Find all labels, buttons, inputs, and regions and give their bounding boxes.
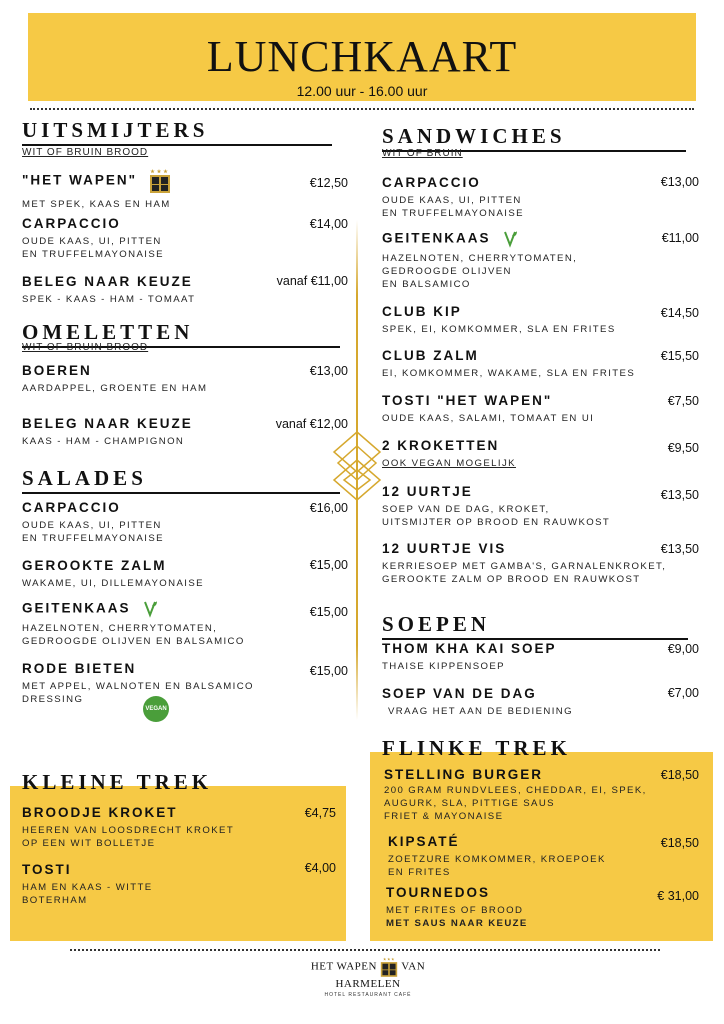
header-banner bbox=[28, 13, 696, 101]
item-name: BOEREN bbox=[22, 363, 92, 378]
item-price: €7,50 bbox=[667, 394, 699, 408]
item-price: €9,00 bbox=[667, 642, 699, 656]
menu-item bbox=[22, 661, 254, 706]
item-price: €9,50 bbox=[667, 441, 699, 455]
menu-item bbox=[22, 805, 234, 850]
item-description: OUDE KAAS, SALAMI, TOMAAT EN UI bbox=[382, 413, 595, 424]
menu-item bbox=[22, 558, 204, 590]
menu-item bbox=[382, 484, 610, 529]
section-sub-omeletten: WIT OF BRUIN BROOD bbox=[22, 342, 149, 353]
section-title-sandwiches: SANDWICHES bbox=[382, 124, 686, 152]
item-description: SPEK - KAAS - HAM - TOMAAT bbox=[22, 294, 196, 305]
menu-item bbox=[22, 600, 245, 648]
item-name: STELLING BURGER bbox=[384, 767, 544, 782]
item-name: CARPACCIO bbox=[22, 500, 121, 515]
menu-item bbox=[388, 834, 606, 879]
menu-item bbox=[382, 686, 573, 718]
item-description: SOEP VAN DE DAG, KROKET, UITSMIJTER OP BROOD EN RAUWKOST bbox=[382, 504, 611, 528]
item-name: THOM KHA KAI SOEP bbox=[382, 641, 557, 656]
item-description: MET FRITES OF BROOD bbox=[386, 905, 524, 916]
item-description: HAM EN KAAS - WITTE BOTERHAM bbox=[22, 882, 153, 906]
menu-item bbox=[384, 767, 647, 823]
section-title-omeletten: OMELETTEN bbox=[22, 320, 340, 348]
item-price: €11,00 bbox=[661, 231, 699, 245]
item-description-sauce: MET SAUS NAAR KEUZE bbox=[386, 918, 528, 929]
item-name: BROODJE KROKET bbox=[22, 805, 178, 820]
item-name: TOURNEDOS bbox=[386, 885, 491, 900]
item-description: KERRIESOEP MET GAMBA'S, GARNALENKROKET, GEROOKTE ZALM OP BROOD EN RAUWKOST bbox=[382, 561, 667, 585]
item-name: BELEG NAAR KEUZE bbox=[22, 274, 193, 289]
item-name: GEITENKAAS bbox=[382, 230, 491, 246]
item-price: vanaf €12,00 bbox=[275, 417, 348, 431]
item-price: €15,00 bbox=[309, 605, 348, 619]
item-price: €13,00 bbox=[660, 175, 699, 189]
item-name: CARPACCIO bbox=[22, 216, 121, 231]
menu-item bbox=[22, 216, 164, 261]
item-description: AARDAPPEL, GROENTE EN HAM bbox=[22, 383, 208, 394]
bottom-divider bbox=[70, 949, 660, 951]
menu-item bbox=[382, 541, 666, 586]
item-description: OUDE KAAS, UI, PITTEN EN TRUFFELMAYONAISE bbox=[382, 195, 524, 219]
menu-item bbox=[382, 438, 516, 470]
item-name: "HET WAPEN" bbox=[22, 172, 138, 188]
item-price: €13,50 bbox=[660, 488, 699, 502]
item-price: €13,00 bbox=[309, 364, 348, 378]
item-name: CLUB KIP bbox=[382, 304, 462, 319]
section-title-salades: SALADES bbox=[22, 466, 340, 494]
item-name: GEROOKTE ZALM bbox=[22, 558, 167, 573]
hotel-logo-icon bbox=[380, 956, 398, 978]
item-price: € 31,00 bbox=[657, 889, 699, 903]
item-name: KIPSATÉ bbox=[388, 834, 460, 849]
item-price: €14,00 bbox=[309, 217, 348, 231]
item-description: HAZELNOTEN, CHERRYTOMATEN, GEDROOGDE OLIJVEN EN BALSAMICO bbox=[382, 253, 578, 290]
menu-item bbox=[22, 500, 164, 545]
item-price: €14,50 bbox=[660, 306, 699, 320]
menu-item bbox=[22, 274, 195, 306]
item-name: 12 UURTJE bbox=[382, 484, 473, 499]
item-description: VRAAG HET AAN DE BEDIENING bbox=[388, 706, 573, 717]
footer-name-left: HET WAPEN bbox=[310, 960, 377, 973]
item-description: OUDE KAAS, UI, PITTEN EN TRUFFELMAYONAISE bbox=[22, 520, 164, 544]
menu-item bbox=[382, 393, 594, 425]
item-price: €15,00 bbox=[309, 664, 348, 678]
footer-logo bbox=[288, 956, 448, 998]
item-description: EI, KOMKOMMER, WAKAME, SLA EN FRITES bbox=[382, 368, 636, 379]
menu-item bbox=[22, 416, 193, 448]
item-description: SPEK, EI, KOMKOMMER, SLA EN FRITES bbox=[382, 324, 616, 335]
item-description: OUDE KAAS, UI, PITTEN EN TRUFFELMAYONAISE bbox=[22, 236, 164, 260]
svg-text:★★★: ★★★ bbox=[150, 169, 170, 175]
item-price: €18,50 bbox=[660, 768, 699, 782]
menu-item bbox=[22, 862, 153, 907]
item-name: BELEG NAAR KEUZE bbox=[22, 416, 193, 431]
item-price: vanaf €11,00 bbox=[276, 274, 348, 288]
section-sub-uitsmijters: WIT OF BRUIN BROOD bbox=[22, 147, 149, 158]
item-price: €16,00 bbox=[309, 501, 348, 515]
item-price: €12,50 bbox=[309, 176, 348, 190]
footer-subtitle: HOTEL RESTAURANT CAFÉ bbox=[324, 992, 412, 998]
item-name: TOSTI "HET WAPEN" bbox=[382, 393, 553, 408]
item-price: €18,50 bbox=[660, 836, 699, 850]
top-divider bbox=[30, 108, 694, 110]
vegan-badge-icon: VEGAN bbox=[143, 696, 169, 722]
item-name: SOEP VAN DE DAG bbox=[382, 686, 537, 701]
item-description: MET APPEL, WALNOTEN EN BALSAMICO DRESSING bbox=[22, 681, 254, 705]
section-title-kleine-trek: KLEINE TREK bbox=[22, 770, 213, 794]
item-description: OOK VEGAN MOGELIJK bbox=[382, 458, 516, 469]
item-price: €13,50 bbox=[660, 542, 699, 556]
menu-item bbox=[382, 304, 616, 336]
vegetarian-leaf-icon bbox=[502, 230, 518, 248]
menu-title: LUNCHKAART bbox=[206, 32, 518, 81]
vegetarian-leaf-icon bbox=[142, 600, 158, 618]
item-price: €7,00 bbox=[667, 686, 699, 700]
item-name: TOSTI bbox=[22, 862, 72, 877]
item-description: 200 GRAM RUNDVLEES, CHEDDAR, EI, SPEK, AUGURK, SLA, PITTIGE SAUS FRIET & MAYONAISE bbox=[384, 785, 647, 822]
item-price: €4,75 bbox=[304, 806, 336, 820]
menu-item bbox=[382, 641, 557, 673]
item-name: GEITENKAAS bbox=[22, 600, 131, 616]
item-description: THAISE KIPPENSOEP bbox=[382, 661, 505, 672]
item-price: €15,00 bbox=[309, 558, 348, 572]
footer-name-right: VAN HARMELEN bbox=[335, 960, 426, 990]
item-name: CLUB ZALM bbox=[382, 348, 479, 363]
section-title-flinke-trek: FLINKE TREK bbox=[382, 736, 571, 760]
item-name: 12 UURTJE VIS bbox=[382, 541, 507, 556]
opening-hours: 12.00 uur - 16.00 uur bbox=[296, 83, 428, 99]
item-price: €4,00 bbox=[304, 861, 336, 875]
menu-item bbox=[382, 175, 524, 220]
menu-item bbox=[22, 363, 207, 395]
menu-item bbox=[386, 885, 528, 930]
item-description: KAAS - HAM - CHAMPIGNON bbox=[22, 436, 185, 447]
section-sub-sandwiches: WIT OF BRUIN bbox=[382, 148, 463, 159]
svg-text:★★★: ★★★ bbox=[383, 956, 396, 962]
item-description: ZOETZURE KOMKOMMER, KROEPOEK EN FRITES bbox=[388, 854, 606, 878]
item-price: €15,50 bbox=[660, 349, 699, 363]
item-description: HEEREN VAN LOOSDRECHT KROKET OP EEN WIT BOLLETJE bbox=[22, 825, 235, 849]
item-description: WAKAME, UI, DILLEMAYONAISE bbox=[22, 578, 204, 589]
item-name: RODE BIETEN bbox=[22, 661, 137, 676]
section-title-uitsmijters: UITSMIJTERS bbox=[22, 118, 332, 146]
menu-item bbox=[382, 230, 577, 291]
item-name: CARPACCIO bbox=[382, 175, 481, 190]
menu-item bbox=[382, 348, 635, 380]
hotel-logo-icon bbox=[149, 168, 171, 194]
item-description: MET SPEK, KAAS EN HAM bbox=[22, 199, 171, 210]
item-name: 2 KROKETTEN bbox=[382, 438, 500, 453]
menu-item bbox=[22, 168, 171, 211]
item-description: HAZELNOTEN, CHERRYTOMATEN, GEDROOGDE OLIJVEN EN BALSAMICO bbox=[22, 623, 245, 647]
section-title-soepen: SOEPEN bbox=[382, 612, 688, 640]
